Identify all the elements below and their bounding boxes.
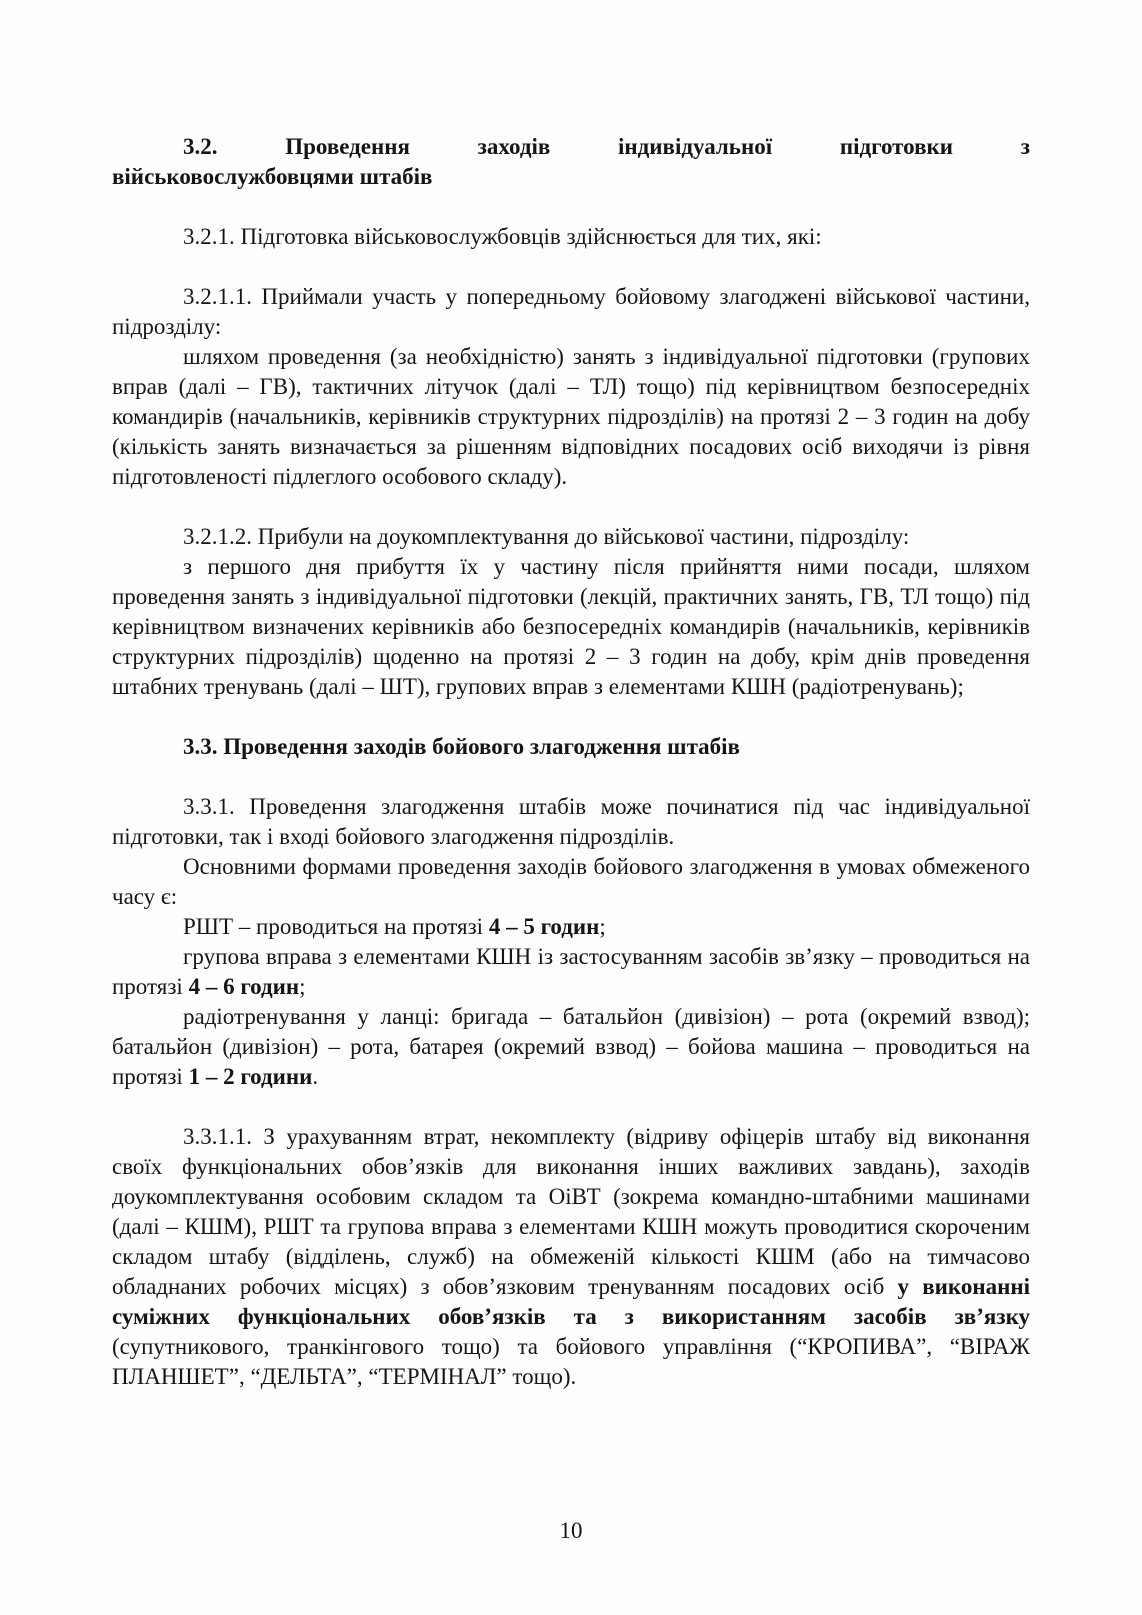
heading-3-2-line-2: військовослужбовцями штабів [112, 164, 433, 189]
paragraph-3-2-1-2-body: з першого дня прибуття їх у частину після прийняття ними посади, шляхом проведення занять з індивідуальної підготовки (лекцій, практичних занять, ГВ, ТЛ тощо) під керівництвом визначених керівників або безпосередніх командирів (начальників, керівників структурних підрозділів) щоденно на протязі 2 – 3 годин на добу, крім днів проведення штабних тренувань (далі – ШТ), групових вправ з елементами КШН (радіотренувань); [112, 554, 1030, 699]
section-heading-3-2 [112, 132, 1030, 192]
paragraph-3-2-1-2-intro: 3.2.1.2. Прибули на доукомплектування до військової частини, підрозділу: [183, 524, 910, 549]
paragraph-3-3-1-forms: Основними формами проведення заходів бойового злагодження в умовах обмеженого часу є: [112, 854, 1030, 909]
list-item-rsht: РШТ – проводиться на протязі 4 – 5 годин; [183, 914, 606, 939]
section-heading-3-3: 3.3. Проведення заходів бойового злагодження штабів [183, 734, 740, 759]
paragraph-3-2-1: 3.2.1. Підготовка військовослужбовців здійснюється для тих, які: [183, 224, 822, 249]
heading-3-2-line-1: 3.2. Проведення заходів індивідуальної підготовки з [183, 134, 1030, 159]
paragraph-3-3-1-1: 3.3.1.1. З урахуванням втрат, некомплекту (відриву офіцерів штабу від виконання своїх функціональних обов’язків для виконання інших важливих завдань), заходів доукомплектування особовим складом та ОіВТ (зокрема командно-штабними машинами (далі – КШМ), РШТ та групова вправа з елементами КШН можуть проводитися скороченим складом штабу (відділень, служб) на обмеженій кількості КШМ (або на тимчасово обладнаних робочих місцях) з обов’язковим тренуванням посадових осіб у виконанні суміжних функціональних обов’язків та з використанням засобів зв’язку (супутникового, транкінгового тощо) та бойового управління (“КРОПИВА”, “ВІРАЖ ПЛАНШЕТ”, “ДЕЛЬТА”, “ТЕРМІНАЛ” тощо). [112, 1124, 1030, 1389]
list-item-radio-training: радіотренування у ланці: бригада – батальйон (дивізіон) – рота (окремий взвод); батальйон (дивізіон) – рота, батарея (окремий взвод) – бойова машина – проводиться на протязі 1 – 2 години. [112, 1004, 1030, 1089]
page-number: 10 [559, 1518, 583, 1543]
paragraph-3-2-1-1-body: шляхом проведення (за необхідністю) занять з індивідуальної підготовки (групових вправ (далі – ГВ), тактичних літучок (далі – ТЛ) тощо) під керівництвом безпосередніх командирів (начальників, керівників структурних підрозділів) на протязі 2 – 3 годин на добу (кількість занять визначається за рішенням відповідних посадових осіб виходячи із рівня підготовленості підлеглого особового складу). [112, 344, 1030, 489]
list-item-group-exercise: групова вправа з елементами КШН із застосуванням засобів зв’язку – проводиться на протязі 4 – 6 годин; [112, 944, 1030, 999]
paragraph-3-3-1: 3.3.1. Проведення злагодження штабів може починатися під час індивідуальної підготовки, так і вході бойового злагодження підрозділів. [112, 794, 1030, 849]
paragraph-3-2-1-1-intro: 3.2.1.1. Приймали участь у попередньому бойовому злагоджені військової частини, підрозділу: [112, 284, 1030, 339]
